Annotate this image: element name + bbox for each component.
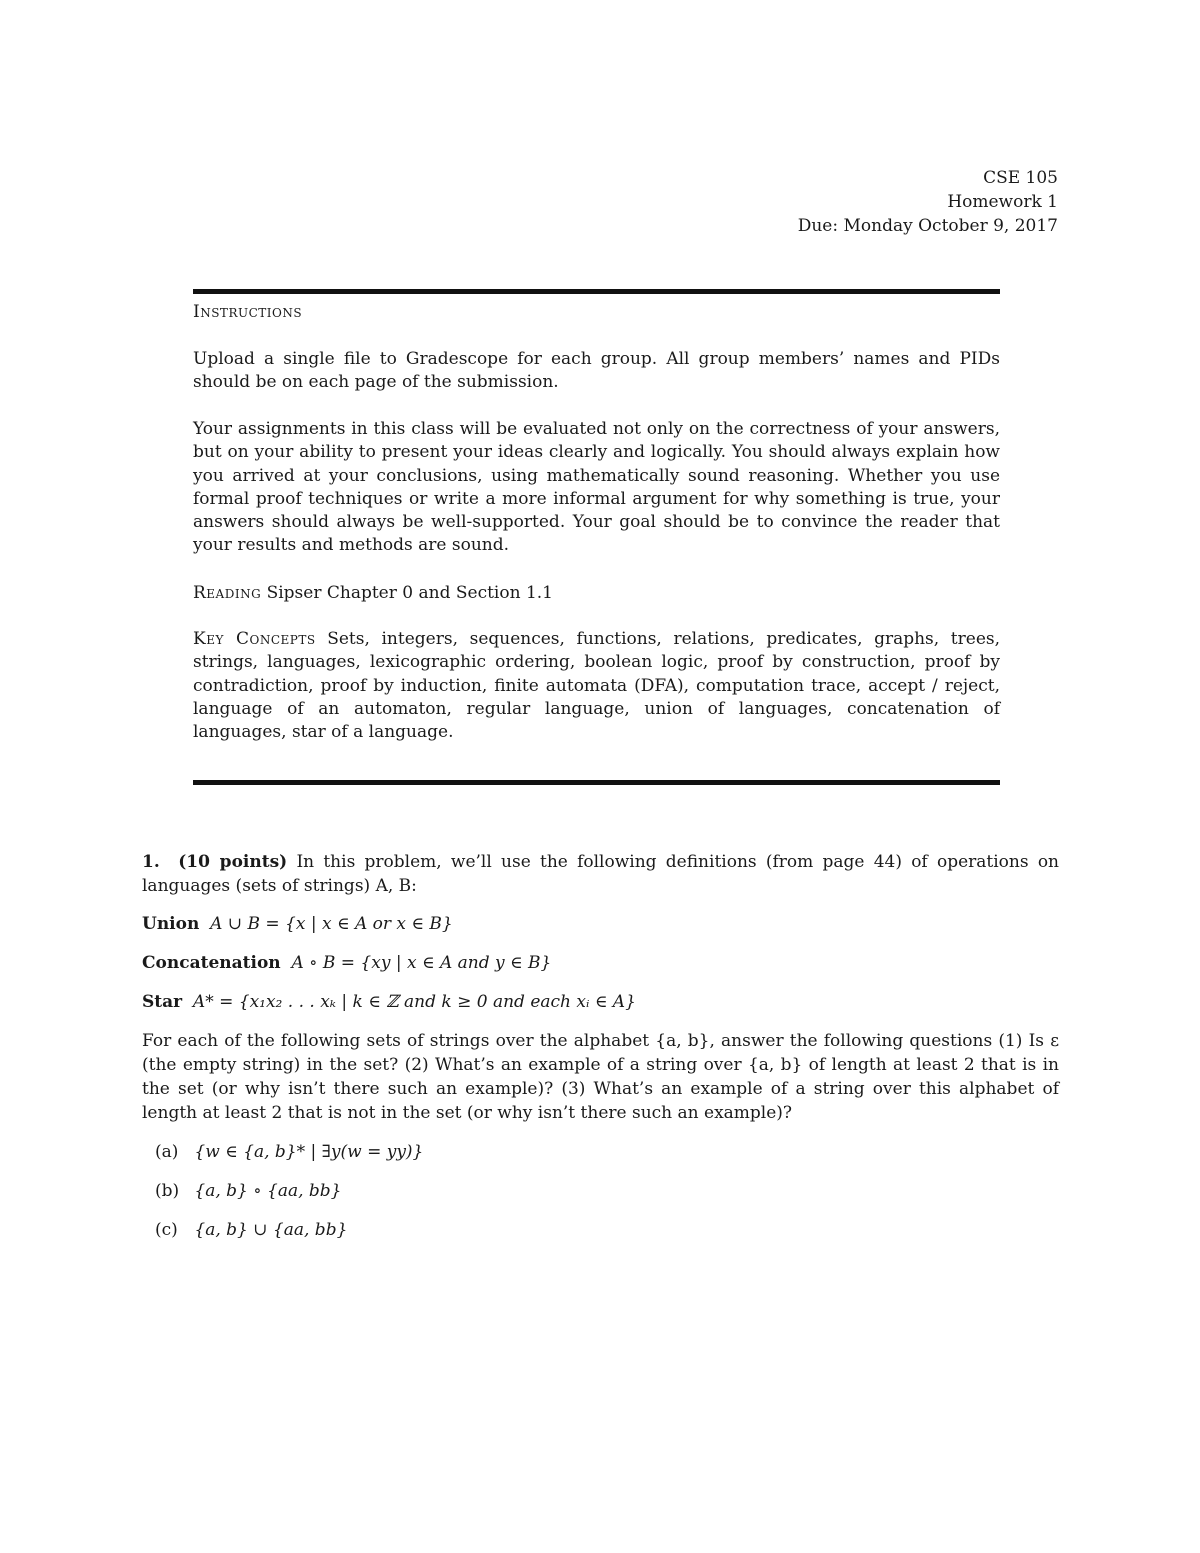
instructions-title: Instructions — [193, 302, 303, 322]
instructions-paragraph-2 — [193, 418, 1000, 558]
star-formula: A* = {x₁x₂ . . . xₖ | k ∈ ℤ and k ≥ 0 and each xᵢ ∈ A} — [192, 992, 636, 1012]
problem-points: (10 points) — [178, 852, 288, 872]
star-definition — [142, 990, 636, 1014]
item-label: (a) — [155, 1142, 179, 1162]
union-formula: A ∪ B = {x | x ∈ A or x ∈ B} — [210, 914, 453, 934]
item-expression: {w ∈ {a, b}* | ∃y(w = yy)} — [194, 1142, 424, 1162]
item-label: (c) — [155, 1220, 178, 1240]
star-label: Star — [142, 992, 183, 1012]
key-concepts-section — [193, 628, 1000, 744]
upload-instructions: Upload a single file to Gradescope for each group. All group members’ names and PIDs should be on each page of the submission. — [193, 349, 1000, 393]
due-date: Due: Monday October 9, 2017 — [797, 216, 1058, 236]
reading-label: Reading — [193, 583, 262, 603]
instructions-heading — [193, 302, 1000, 322]
top-rule — [193, 289, 1000, 294]
reading-text: Sipser Chapter 0 and Section 1.1 — [266, 583, 553, 603]
list-item — [155, 1218, 347, 1242]
document-header — [798, 166, 1058, 238]
problem-questions-text: For each of the following sets of strings over the alphabet {a, b}, answer the following questions (1) Is ε (the empty string) in the set? (2) What’s an example of a string over {a, b} of length at least 2 that is in the set (or why isn’t there such an example)? (3) What’s an example of a string over this alphabet of length at least 2 that is not in the set (or why isn’t there such an example)? — [142, 1031, 1059, 1123]
concatenation-label: Concatenation — [142, 953, 281, 973]
key-concepts-text: Sets, integers, sequences, functions, relations, predicates, graphs, trees, strings, languages, lexicographic ordering, boolean logic, proof by construction, proof by contradiction, proof by induction, finite automata (DFA), computation trace, accept / reject, language of an automaton, regular language, union of languages, concatenation of languages, star of a language. — [193, 629, 1001, 743]
concatenation-formula: A ∘ B = {xy | x ∈ A and y ∈ B} — [291, 953, 552, 973]
problem-number: 1. — [142, 852, 160, 872]
evaluation-instructions: Your assignments in this class will be evaluated not only on the correctness of your answers, but on your ability to present your ideas clearly and logically. You should always explain how you arrived at your conclusions, using mathematically sound reasoning. Whether you use formal proof techniques or write a more informal argument for why something is true, your answers should always be well-supported. Your goal should be to convince the reader that your results and methods are sound. — [193, 419, 1000, 556]
instructions-paragraph-1 — [193, 348, 1000, 395]
problem-intro-text: In this problem, we’ll use the following definitions (from page 44) of operations on languages (sets of strings) A, B: — [142, 852, 1060, 896]
item-expression: {a, b} ∪ {aa, bb} — [194, 1220, 348, 1240]
concatenation-definition — [142, 951, 551, 975]
assignment-title: Homework 1 — [947, 192, 1058, 212]
list-item — [155, 1140, 423, 1164]
union-label: Union — [142, 914, 200, 934]
reading-section — [193, 582, 1000, 605]
union-definition — [142, 912, 453, 936]
problem-1-body — [142, 1029, 1059, 1125]
item-expression: {a, b} ∘ {aa, bb} — [194, 1181, 342, 1201]
course-code: CSE 105 — [983, 168, 1058, 188]
list-item — [155, 1179, 341, 1203]
problem-1-intro — [142, 850, 1059, 898]
item-label: (b) — [155, 1181, 180, 1201]
bottom-rule — [193, 780, 1000, 785]
key-concepts-label: Key Concepts — [193, 629, 316, 649]
